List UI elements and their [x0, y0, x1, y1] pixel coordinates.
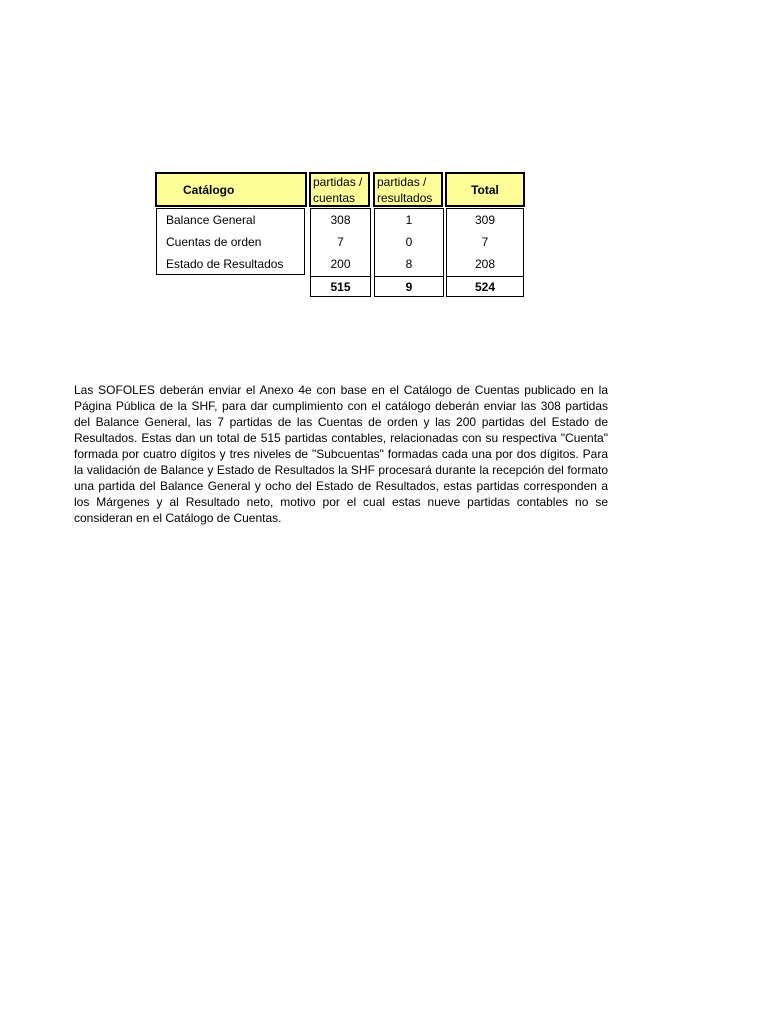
- header-partidas-resultados: [373, 172, 443, 207]
- total-resultados: 9: [405, 280, 413, 294]
- cuentas-column: [310, 208, 371, 297]
- cell-total-cuentas-de-orden: 7: [481, 235, 489, 249]
- cell-resultados-cuentas-de-orden: 0: [405, 235, 413, 249]
- header-catalog: [155, 172, 307, 207]
- header-partidas-cuentas-line2: cuentas: [313, 191, 356, 205]
- total-cuentas: 515: [330, 280, 351, 294]
- row-name-estado-de-resultados: Estado de Resultados: [166, 257, 284, 271]
- resultados-column: [374, 208, 444, 297]
- row-name-cuentas-de-orden: Cuentas de orden: [166, 235, 262, 249]
- grand-total: 524: [474, 280, 496, 294]
- header-total: [445, 172, 525, 207]
- header-partidas-cuentas: [309, 172, 370, 207]
- header-partidas-resultados-line2: resultados: [377, 191, 433, 205]
- cell-total-estado-de-resultados: 208: [474, 257, 496, 271]
- header-partidas-resultados-label: [377, 174, 432, 206]
- cell-resultados-balance-general: 1: [405, 213, 413, 227]
- cell-total-balance-general: 309: [474, 213, 496, 227]
- cell-cuentas-estado-de-resultados: 200: [330, 257, 351, 271]
- cell-cuentas-balance-general: 308: [330, 213, 351, 227]
- total-column: [446, 208, 524, 297]
- cell-cuentas-cuentas-de-orden: 7: [337, 235, 344, 249]
- catalog-names-column: [156, 208, 305, 275]
- header-catalog-label: Catálogo: [183, 183, 235, 197]
- header-total-label: Total: [471, 183, 499, 197]
- header-partidas-resultados-line1: partidas /: [377, 175, 427, 189]
- explanatory-paragraph: Las SOFOLES deberán enviar el Anexo 4e con base en el Catálogo de Cuentas publicado en la Página Pública de la SHF, para dar cumplimiento con el catálogo deberán enviar las 308 partidas del Balance General, las 7 partidas de las Cuentas de orden y las 200 partidas del Estado de Resultados. Estas dan un total de 515 partidas contables, relacionadas con su respectiva "Cuenta" formada por cuatro dígitos y tres niveles de "Subcuentas" formadas cada una por dos dígitos. Para la validación de Balance y Estado de Resultados la SHF procesará durante la recepción del formato una partida del Balance General y ocho del Estado de Resultados, estas partidas corresponden a los Márgenes y al Resultado neto, motivo por el cual estas nueve partidas contables no se consideran en el Catálogo de Cuentas.: [74, 383, 608, 525]
- row-name-balance-general: Balance General: [166, 213, 256, 227]
- header-partidas-cuentas-label: [313, 174, 362, 206]
- header-partidas-cuentas-line1: partidas /: [313, 175, 363, 189]
- cell-resultados-estado-de-resultados: 8: [405, 257, 413, 271]
